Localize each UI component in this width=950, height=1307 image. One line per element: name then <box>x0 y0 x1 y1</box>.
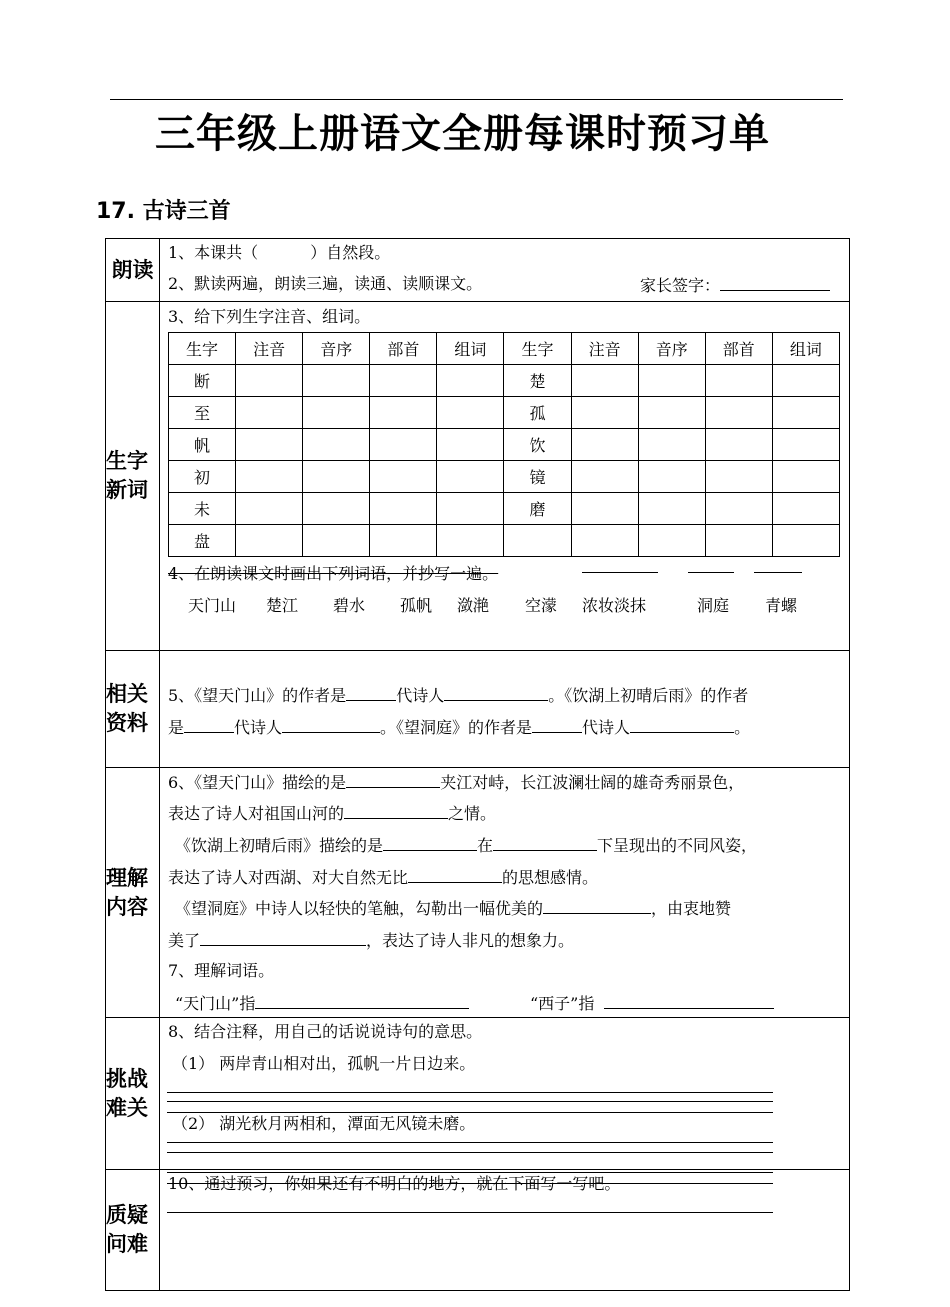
answer-blank[interactable] <box>344 802 448 819</box>
char-cell: 孤 <box>504 397 571 429</box>
answer-cell[interactable] <box>303 493 370 525</box>
page-title: 三年级上册语文全册每课时预习单 <box>155 111 770 157</box>
char-cell: 至 <box>169 397 236 429</box>
answer-cell[interactable] <box>370 525 437 557</box>
answer-cell[interactable] <box>638 429 705 461</box>
answer-blank[interactable] <box>604 992 774 1009</box>
label-column-divider <box>159 238 160 1291</box>
answer-cell[interactable] <box>303 429 370 461</box>
answer-blank[interactable] <box>200 929 366 946</box>
answer-blank[interactable] <box>543 897 651 914</box>
char-cell: 盘 <box>169 525 236 557</box>
answer-cell[interactable] <box>437 397 504 429</box>
question-5-line-2: 是 代诗人 。《望洞庭》的作者是 代诗人 。 <box>168 718 751 737</box>
answer-cell[interactable] <box>303 397 370 429</box>
question-4: 4、在朗读课文时画出下列词语，并抄写一遍。 <box>168 564 499 583</box>
vocab-row <box>169 397 840 429</box>
section-label-reading: 朗读 <box>111 257 154 282</box>
answer-blank[interactable] <box>346 771 440 788</box>
col-header: 音序 <box>638 333 705 365</box>
answer-blank[interactable] <box>493 834 597 851</box>
vocab-row <box>169 525 840 557</box>
question-5-line-1: 5、《望天门山》的作者是 代诗人 。《饮湖上初晴后雨》的作者 <box>168 686 749 705</box>
col-header: 生字 <box>169 333 236 365</box>
question-6-line-6: 美了 ，表达了诗人非凡的想象力。 <box>168 931 575 950</box>
word-item: 青螺 <box>765 596 798 615</box>
question-8: 8、结合注释，用自己的话说说诗句的意思。 <box>168 1022 483 1041</box>
word-meaning-xizi: “西子”指 <box>530 992 774 1014</box>
answer-cell[interactable] <box>705 429 772 461</box>
copy-line[interactable] <box>582 572 658 573</box>
vocab-row <box>169 461 840 493</box>
vocab-row <box>169 429 840 461</box>
answer-cell[interactable] <box>437 493 504 525</box>
answer-cell[interactable] <box>370 365 437 397</box>
answer-cell[interactable] <box>638 525 705 557</box>
char-cell: 断 <box>169 365 236 397</box>
word-item: 碧水 <box>333 596 366 615</box>
answer-cell[interactable] <box>370 493 437 525</box>
question-3: 3、给下列生字注音、组词。 <box>168 307 371 326</box>
section-label-questions: 质疑问难 <box>106 1203 148 1256</box>
char-cell: 初 <box>169 461 236 493</box>
answer-cell[interactable] <box>571 525 638 557</box>
answer-cell[interactable] <box>705 461 772 493</box>
word-meaning-tianmenshan: “天门山”指 <box>175 992 469 1014</box>
vocab-header-row <box>169 333 840 365</box>
char-cell: 楚 <box>504 365 571 397</box>
answer-cell[interactable] <box>638 493 705 525</box>
poem-line-1: （1） 两岸青山相对出，孤帆一片日边来。 <box>172 1054 476 1073</box>
writing-line[interactable] <box>167 1172 773 1173</box>
answer-blank[interactable] <box>184 716 234 733</box>
answer-cell[interactable] <box>236 525 303 557</box>
answer-cell[interactable] <box>705 525 772 557</box>
section-label-understanding: 理解内容 <box>106 865 148 919</box>
signature-blank[interactable] <box>720 274 830 291</box>
writing-line[interactable] <box>167 1101 773 1102</box>
word-item: 洞庭 <box>697 596 730 615</box>
answer-cell[interactable] <box>638 365 705 397</box>
question-6-line-1: 6、《望天门山》描绘的是 夹江对峙，长江波澜壮阔的雄奇秀丽景色， <box>168 773 745 792</box>
word-item: 天门山 <box>188 596 237 615</box>
question-6-line-3: 《饮湖上初晴后雨》描绘的是 在 下呈现出的不同风姿， <box>175 836 758 855</box>
row-divider <box>105 650 850 651</box>
answer-cell[interactable] <box>705 397 772 429</box>
char-cell: 磨 <box>504 493 571 525</box>
answer-cell[interactable] <box>705 365 772 397</box>
parent-signature: 家长签字： <box>640 274 830 296</box>
copy-line[interactable] <box>754 572 802 573</box>
answer-cell[interactable] <box>772 365 839 397</box>
answer-cell[interactable] <box>236 429 303 461</box>
answer-cell[interactable] <box>236 397 303 429</box>
answer-cell[interactable] <box>437 461 504 493</box>
word-item: 浓妆淡抹 <box>582 596 647 615</box>
writing-line[interactable] <box>167 1112 773 1113</box>
answer-blank[interactable] <box>630 716 734 733</box>
answer-cell[interactable] <box>303 525 370 557</box>
col-header: 组词 <box>772 333 839 365</box>
answer-cell[interactable] <box>772 493 839 525</box>
word-item: 潋滟 <box>457 596 490 615</box>
writing-line[interactable] <box>167 1183 773 1184</box>
question-6-line-2: 表达了诗人对祖国山河的 之情。 <box>168 804 497 823</box>
answer-blank[interactable] <box>532 716 582 733</box>
col-header: 音序 <box>303 333 370 365</box>
answer-cell[interactable] <box>303 461 370 493</box>
answer-cell[interactable] <box>370 429 437 461</box>
vocab-row <box>169 493 840 525</box>
answer-cell[interactable] <box>370 461 437 493</box>
poem-line-2: （2） 湖光秋月两相和，潭面无风镜未磨。 <box>172 1114 476 1133</box>
question-6-line-5: 《望洞庭》中诗人以轻快的笔触，勾勒出一幅优美的 ，由衷地赞 <box>175 899 732 918</box>
answer-cell[interactable] <box>437 429 504 461</box>
vocab-table <box>168 332 840 557</box>
answer-cell[interactable] <box>772 461 839 493</box>
header-rule <box>110 99 843 100</box>
col-header: 组词 <box>437 333 504 365</box>
char-cell: 镜 <box>504 461 571 493</box>
answer-cell[interactable] <box>772 429 839 461</box>
section-label-challenge: 挑战难关 <box>106 1066 148 1120</box>
answer-cell[interactable] <box>638 397 705 429</box>
answer-blank[interactable] <box>282 716 380 733</box>
answer-blank[interactable] <box>383 834 477 851</box>
answer-blank[interactable] <box>255 992 469 1009</box>
word-item: 空濛 <box>525 596 558 615</box>
char-cell: 未 <box>169 493 236 525</box>
answer-cell[interactable] <box>571 429 638 461</box>
lesson-title: 17. 古诗三首 <box>96 199 231 224</box>
answer-cell[interactable] <box>370 397 437 429</box>
answer-cell[interactable] <box>772 525 839 557</box>
word-item: 孤帆 <box>400 596 433 615</box>
answer-blank[interactable] <box>444 684 548 701</box>
writing-line[interactable] <box>167 1092 773 1093</box>
vocab-row <box>169 365 840 397</box>
question-7: 7、理解词语。 <box>168 961 275 980</box>
answer-cell[interactable] <box>772 397 839 429</box>
row-divider <box>105 1017 850 1018</box>
col-header: 部首 <box>705 333 772 365</box>
question-1: 1、本课共（ ）自然段。 <box>168 243 391 262</box>
copy-line[interactable] <box>688 572 734 573</box>
answer-cell[interactable] <box>638 461 705 493</box>
question-6-line-4: 表达了诗人对西湖、对大自然无比 的思想感情。 <box>168 868 599 887</box>
answer-cell[interactable] <box>437 365 504 397</box>
col-header: 注音 <box>236 333 303 365</box>
col-header: 注音 <box>571 333 638 365</box>
answer-cell[interactable] <box>571 365 638 397</box>
char-cell <box>504 525 571 557</box>
answer-cell[interactable] <box>236 493 303 525</box>
answer-cell[interactable] <box>437 525 504 557</box>
answer-cell[interactable] <box>571 493 638 525</box>
writing-line[interactable] <box>167 1212 773 1213</box>
answer-blank[interactable] <box>408 866 502 883</box>
char-cell: 帆 <box>169 429 236 461</box>
char-cell: 饮 <box>504 429 571 461</box>
answer-cell[interactable] <box>705 493 772 525</box>
answer-cell[interactable] <box>571 397 638 429</box>
answer-blank[interactable] <box>346 684 396 701</box>
col-header: 生字 <box>504 333 571 365</box>
col-header: 部首 <box>370 333 437 365</box>
answer-cell[interactable] <box>236 461 303 493</box>
answer-cell[interactable] <box>236 365 303 397</box>
writing-line[interactable] <box>167 1142 773 1143</box>
row-divider <box>105 767 850 768</box>
answer-cell[interactable] <box>571 461 638 493</box>
section-label-materials: 相关资料 <box>106 682 148 735</box>
answer-cell[interactable] <box>303 365 370 397</box>
row-divider <box>105 301 850 302</box>
question-10: 10、通过预习，你如果还有不明白的地方，就在下面写一写吧。 <box>168 1174 621 1193</box>
word-item: 楚江 <box>266 596 299 615</box>
row-divider <box>105 1169 850 1170</box>
question-2: 2、默读两遍，朗读三遍，读通、读顺课文。 <box>168 274 483 293</box>
writing-line[interactable] <box>167 1152 773 1153</box>
section-label-new-words: 生字新词 <box>106 449 148 502</box>
